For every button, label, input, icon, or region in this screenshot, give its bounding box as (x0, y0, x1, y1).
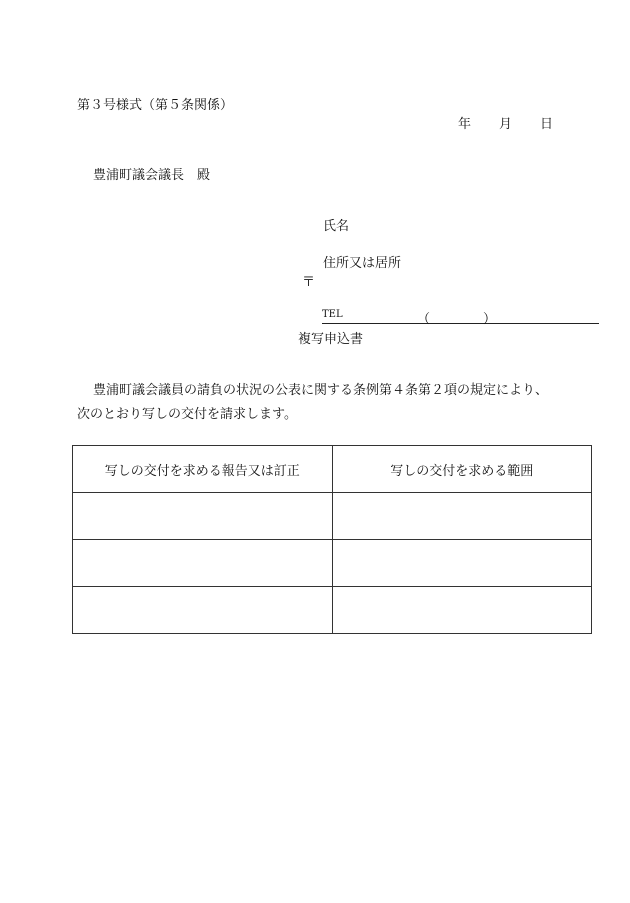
cell-range[interactable] (332, 493, 592, 540)
cell-report[interactable] (73, 587, 333, 634)
request-table (72, 445, 592, 634)
table-row (73, 540, 592, 587)
applicant-name-label: 氏名 (323, 219, 350, 234)
date-day-label: 日 (540, 117, 554, 132)
header-report-or-correction: 写しの交付を求める報告又は訂正 (73, 446, 333, 493)
tel-field (322, 309, 599, 327)
tel-open-paren: （ (417, 312, 431, 327)
table-header-row (73, 446, 592, 493)
document-title: 複写申込書 (298, 332, 364, 347)
table-row (73, 493, 592, 540)
date-line (458, 113, 553, 132)
tel-label: TEL (322, 309, 343, 320)
body-text (77, 379, 587, 427)
body-line-1: 豊浦町議会議員の請負の状況の公表に関する条例第４条第２項の規定により、 (93, 383, 549, 398)
header-range: 写しの交付を求める範囲 (332, 446, 592, 493)
form-number: 第３号様式（第５条関係） (77, 98, 234, 113)
date-month-label: 月 (499, 117, 513, 132)
tel-close-paren: ） (483, 312, 497, 327)
date-year-label: 年 (458, 117, 472, 132)
addressee: 豊浦町議会議長 殿 (93, 168, 211, 183)
cell-report[interactable] (73, 540, 333, 587)
applicant-address-label: 住所又は居所 (323, 256, 402, 271)
table-row (73, 587, 592, 634)
body-line-2: 次のとおり写しの交付を請求します。 (77, 407, 297, 422)
cell-report[interactable] (73, 493, 333, 540)
postal-mark-icon: 〒 (302, 275, 316, 290)
cell-range[interactable] (332, 587, 592, 634)
cell-range[interactable] (332, 540, 592, 587)
